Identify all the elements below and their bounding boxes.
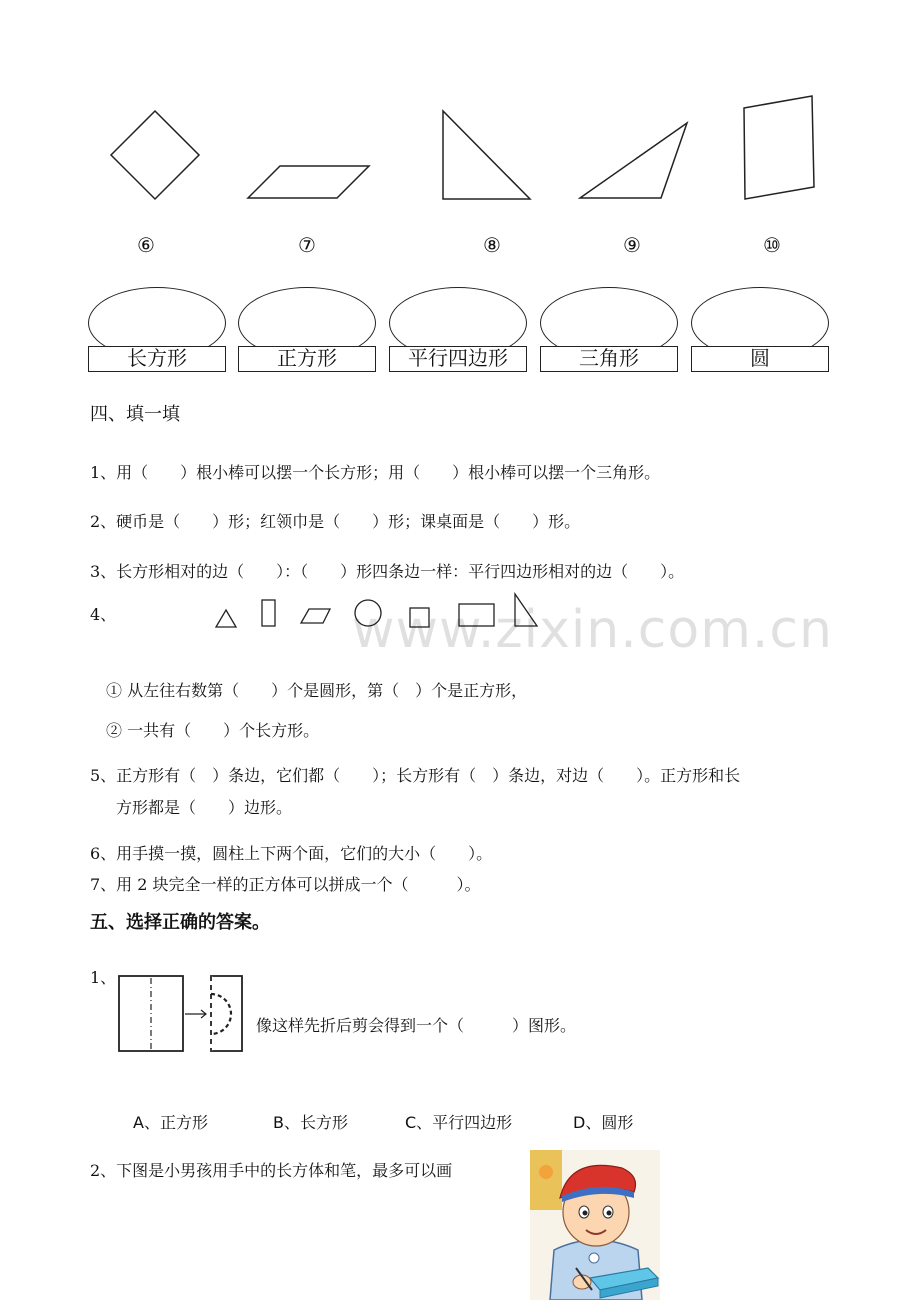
shape-number: ⑧ [483, 233, 501, 257]
question-4-3: 3、长方形相对的边（ ）：（ ）形四条边一样：平行四边形相对的边（ ）。 [90, 562, 685, 581]
question-4-4-prefix: 4、 [90, 605, 117, 624]
shape-8-right-triangle [443, 111, 530, 199]
question-5-1-text: 像这样先折后剪会得到一个（ ）图形。 [256, 1016, 577, 1035]
category-label: 平行四边形 [389, 346, 527, 372]
section-5-title: 五、选择正确的答案。 [90, 912, 270, 933]
question-4-1: 1、用（ ）根小棒可以摆一个长方形；用（ ）根小棒可以摆一个三角形。 [90, 463, 661, 482]
category-label: 长方形 [88, 346, 226, 372]
watermark: www.zixin.com.cn [352, 600, 833, 660]
question-5-2-text: 2、下图是小男孩用手中的长方体和笔，最多可以画 [90, 1161, 453, 1180]
option-d[interactable]: D、圆形 [573, 1113, 634, 1132]
folded-paper [211, 976, 242, 1051]
question-4-4-sub1: ① 从左往右数第（ ）个是圆形，第（ ）个是正方形， [106, 681, 528, 700]
shape-number: ⑩ [763, 233, 781, 257]
category-label: 三角形 [540, 346, 678, 372]
shape-10-quadrilateral [744, 96, 814, 199]
question-4-2: 2、硬币是（ ）形；红领巾是（ ）形；课桌面是（ ）形。 [90, 512, 581, 531]
question-5-1-prefix: 1、 [90, 968, 117, 987]
question-4-5-line1: 5、正方形有（ ）条边，它们都（ ）；长方形有（ ）条边，对边（ ）。正方形和长 [90, 766, 741, 785]
shape-6-square-rotated [111, 111, 199, 199]
small-tall-rectangle [262, 600, 275, 626]
fold-cut-diagram [110, 968, 250, 1058]
option-b[interactable]: B、长方形 [273, 1113, 348, 1132]
small-triangle [216, 610, 236, 627]
shape-number: ⑨ [623, 233, 641, 257]
shape-number: ⑥ [137, 233, 155, 257]
shape-7-parallelogram [248, 166, 369, 198]
shapes-row [0, 0, 920, 210]
option-c[interactable]: C、平行四边形 [405, 1113, 513, 1132]
question-4-6: 6、用手摸一摸，圆柱上下两个面，它们的大小（ ）。 [90, 844, 493, 863]
option-a[interactable]: A、正方形 [133, 1113, 208, 1132]
question-4-5-line2: 方形都是（ ）边形。 [116, 798, 293, 817]
small-parallelogram [301, 609, 330, 623]
shape-number: ⑦ [298, 233, 316, 257]
question-4-4-sub2: ② 一共有（ ）个长方形。 [106, 721, 320, 740]
section-4-title: 四、填一填 [90, 404, 180, 425]
shape-9-triangle [580, 123, 687, 198]
cut-arc [211, 994, 231, 1034]
category-label: 正方形 [238, 346, 376, 372]
question-4-7: 7、用 2 块完全一样的正方体可以拼成一个（ ）。 [90, 875, 481, 894]
boy-drawing-illustration [530, 1150, 660, 1300]
category-label: 圆 [691, 346, 829, 372]
